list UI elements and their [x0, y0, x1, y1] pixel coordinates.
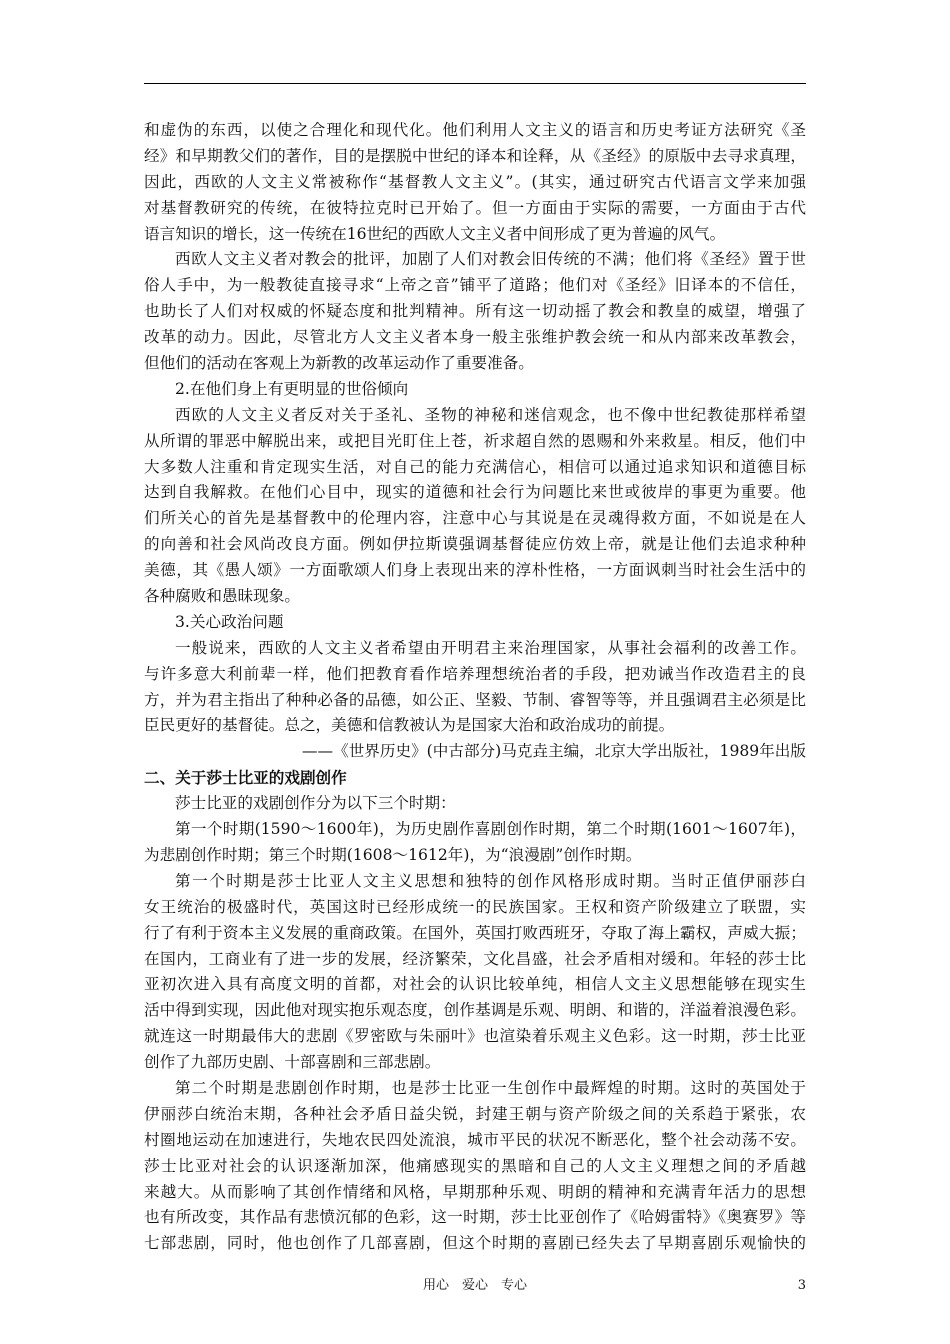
text-line: 语言知识的增长，这一传统在16世纪的西欧人文主义者中间形成了更为普遍的风气。: [144, 224, 726, 243]
text-line: 西欧人文主义者对教会的批评，加剧了人们对教会旧传统的不满；他们将《圣经》置于世: [175, 250, 806, 269]
footer-motto: 用心 爱心 专心: [422, 1278, 527, 1293]
text-line: 第二个时期是悲剧创作时期，也是莎士比亚一生创作中最辉煌的时期。这时的英国处于: [175, 1078, 806, 1097]
text-line: 亚初次进入具有高度文明的首都，对社会的认识比较单纯，相信人文主义思想能够在现实生: [144, 975, 806, 994]
text-line: 第一个时期是莎士比亚人文主义思想和独特的创作风格形成时期。当时正值伊丽莎白: [175, 871, 806, 890]
text-line: 莎士比亚的戏剧创作分为以下三个时期：: [175, 794, 456, 813]
text-line: 七部悲剧，同时，他也创作了几部喜剧，但这个时期的喜剧已经失去了早期喜剧乐观愉快的: [144, 1234, 806, 1253]
header-rule: [144, 83, 806, 84]
text-line: 就连这一时期最伟大的悲剧《罗密欧与朱丽叶》也渲染着乐观主义色彩。这一时期，莎士比亚: [144, 1027, 806, 1046]
page-footer: [0, 1276, 950, 1296]
text-line: 的向善和社会风尚改良方面。例如伊拉斯谟强调基督徒应仿效上帝，就是让他们去追求种种: [144, 535, 806, 554]
text-line: 也有所改变，其作品有悲愤沉郁的色彩，这一时期，莎士比亚创作了《哈姆雷特》《奥赛罗》等: [144, 1208, 806, 1227]
page-number: 3: [797, 1278, 806, 1293]
text-line: 行了有利于资本主义发展的重商政策。在国外，英国打败西班牙，夺取了海上霸权，声威大振；: [144, 923, 806, 942]
text-line: 各种腐败和愚昧现象。: [144, 587, 300, 606]
text-line: 大多数人注重和肯定现实生活，对自己的能力充满信心，相信可以通过追求知识和道德目标: [144, 457, 806, 476]
text-line: 和虚伪的东西，以使之合理化和现代化。他们利用人文主义的语言和历史考证方法研究《圣: [144, 121, 806, 139]
text-line: 来越大。从而影响了其创作情绪和风格，早期那种乐观、明朗的精神和充满青年活力的思想: [144, 1182, 806, 1201]
section-heading: 二、关于莎士比亚的戏剧创作: [144, 768, 347, 788]
text-line: 2.在他们身上有更明显的世俗倾向: [175, 379, 409, 398]
text-line: 也助长了人们对权威的怀疑态度和批判精神。所有这一切动摇了教会和教皇的威望，增强了: [144, 302, 806, 321]
text-line: 从所谓的罪恶中解脱出来，或把目光盯住上苍，祈求超自然的恩赐和外来救星。相反，他们中: [144, 431, 806, 450]
text-line: 3.关心政治问题: [175, 612, 284, 631]
text-line: 但他们的活动在客观上为新教的改革运动作了重要准备。: [144, 354, 534, 373]
text-line: 创作了九部历史剧、十部喜剧和三部悲剧。: [144, 1053, 441, 1072]
text-line: 在国内，工商业有了进一步的发展，经济繁荣，文化昌盛，社会矛盾相对缓和。年轻的莎士比: [144, 949, 806, 968]
text-line: 美德，其《愚人颂》一方面歌颂人们身上表现出来的淳朴性格，一方面讽刺当时社会生活中的: [144, 561, 806, 580]
text-line: 们所关心的首先是基督教中的伦理内容，注意中心与其说是在灵魂得救方面，不如说是在人: [144, 509, 806, 528]
text-line: 与许多意大利前辈一样，他们把教育看作培养理想统治者的手段，把劝诫当作改造君主的良: [144, 664, 806, 683]
text-line: 臣民更好的基督徒。总之，美德和信教被认为是国家大治和政治成功的前提。: [144, 716, 675, 735]
text-line: 对基督教研究的传统，在彼特拉克时已开始了。但一方面由于实际的需要，一方面由于古代: [144, 198, 806, 217]
text-line: 因此，西欧的人文主义常被称作“基督教人文主义”。(其实，通过研究古代语言文学来加强: [144, 172, 806, 191]
text-line: 俗人手中，为一般教徒直接寻求“上帝之音”铺平了道路；他们对《圣经》旧译本的不信任，: [144, 276, 806, 295]
document-body: [144, 118, 806, 1257]
text-line: 伊丽莎白统治末期，各种社会矛盾日益尖锐，封建王朝与资产阶级之间的关系趋于紧张，农: [144, 1104, 806, 1123]
text-line: 经》和早期教父们的著作，目的是摆脱中世纪的译本和诠释，从《圣经》的原版中去寻求真理，: [144, 146, 806, 165]
text-line: 第一个时期(1590～1600年)，为历史剧作喜剧创作时期，第二个时期(1601～1607年)，: [175, 820, 806, 839]
citation-line: ——《世界历史》(中古部分)马克垚主编，北京大学出版社，1989年出版: [301, 742, 806, 761]
text-line: 西欧的人文主义者反对关于圣礼、圣物的神秘和迷信观念，也不像中世纪教徒那样希望: [175, 405, 806, 424]
text-line: 莎士比亚对社会的认识逐渐加深，他痛感现实的黑暗和自己的人文主义理想之间的矛盾越: [144, 1156, 806, 1175]
text-line: 为悲剧创作时期；第三个时期(1608～1612年)，为“浪漫剧”创作时期。: [144, 845, 642, 864]
text-line: 活中得到实现，因此他对现实抱乐观态度，创作基调是乐观、明朗、和谐的，洋溢着浪漫色彩。: [144, 1001, 806, 1020]
text-line: 一般说来，西欧的人文主义者希望由开明君主来治理国家，从事社会福利的改善工作。: [175, 638, 806, 657]
text-line: 村圈地运动在加速进行，失地农民四处流浪，城市平民的状况不断恶化，整个社会动荡不安。: [144, 1130, 806, 1149]
text-line: 方，并为君主指出了种种必备的品德，如公正、坚毅、节制、睿智等等，并且强调君主必须是比: [144, 690, 806, 709]
text-line: 女王统治的极盛时代，英国这时已经形成统一的民族国家。王权和资产阶级建立了联盟，实: [144, 897, 806, 916]
text-line: 达到自我解救。在他们心目中，现实的道德和社会行为问题比来世或彼岸的事更为重要。他: [144, 483, 806, 502]
text-line: 改革的动力。因此，尽管北方人文主义者本身一般主张维护教会统一和从内部来改革教会，: [144, 328, 806, 347]
